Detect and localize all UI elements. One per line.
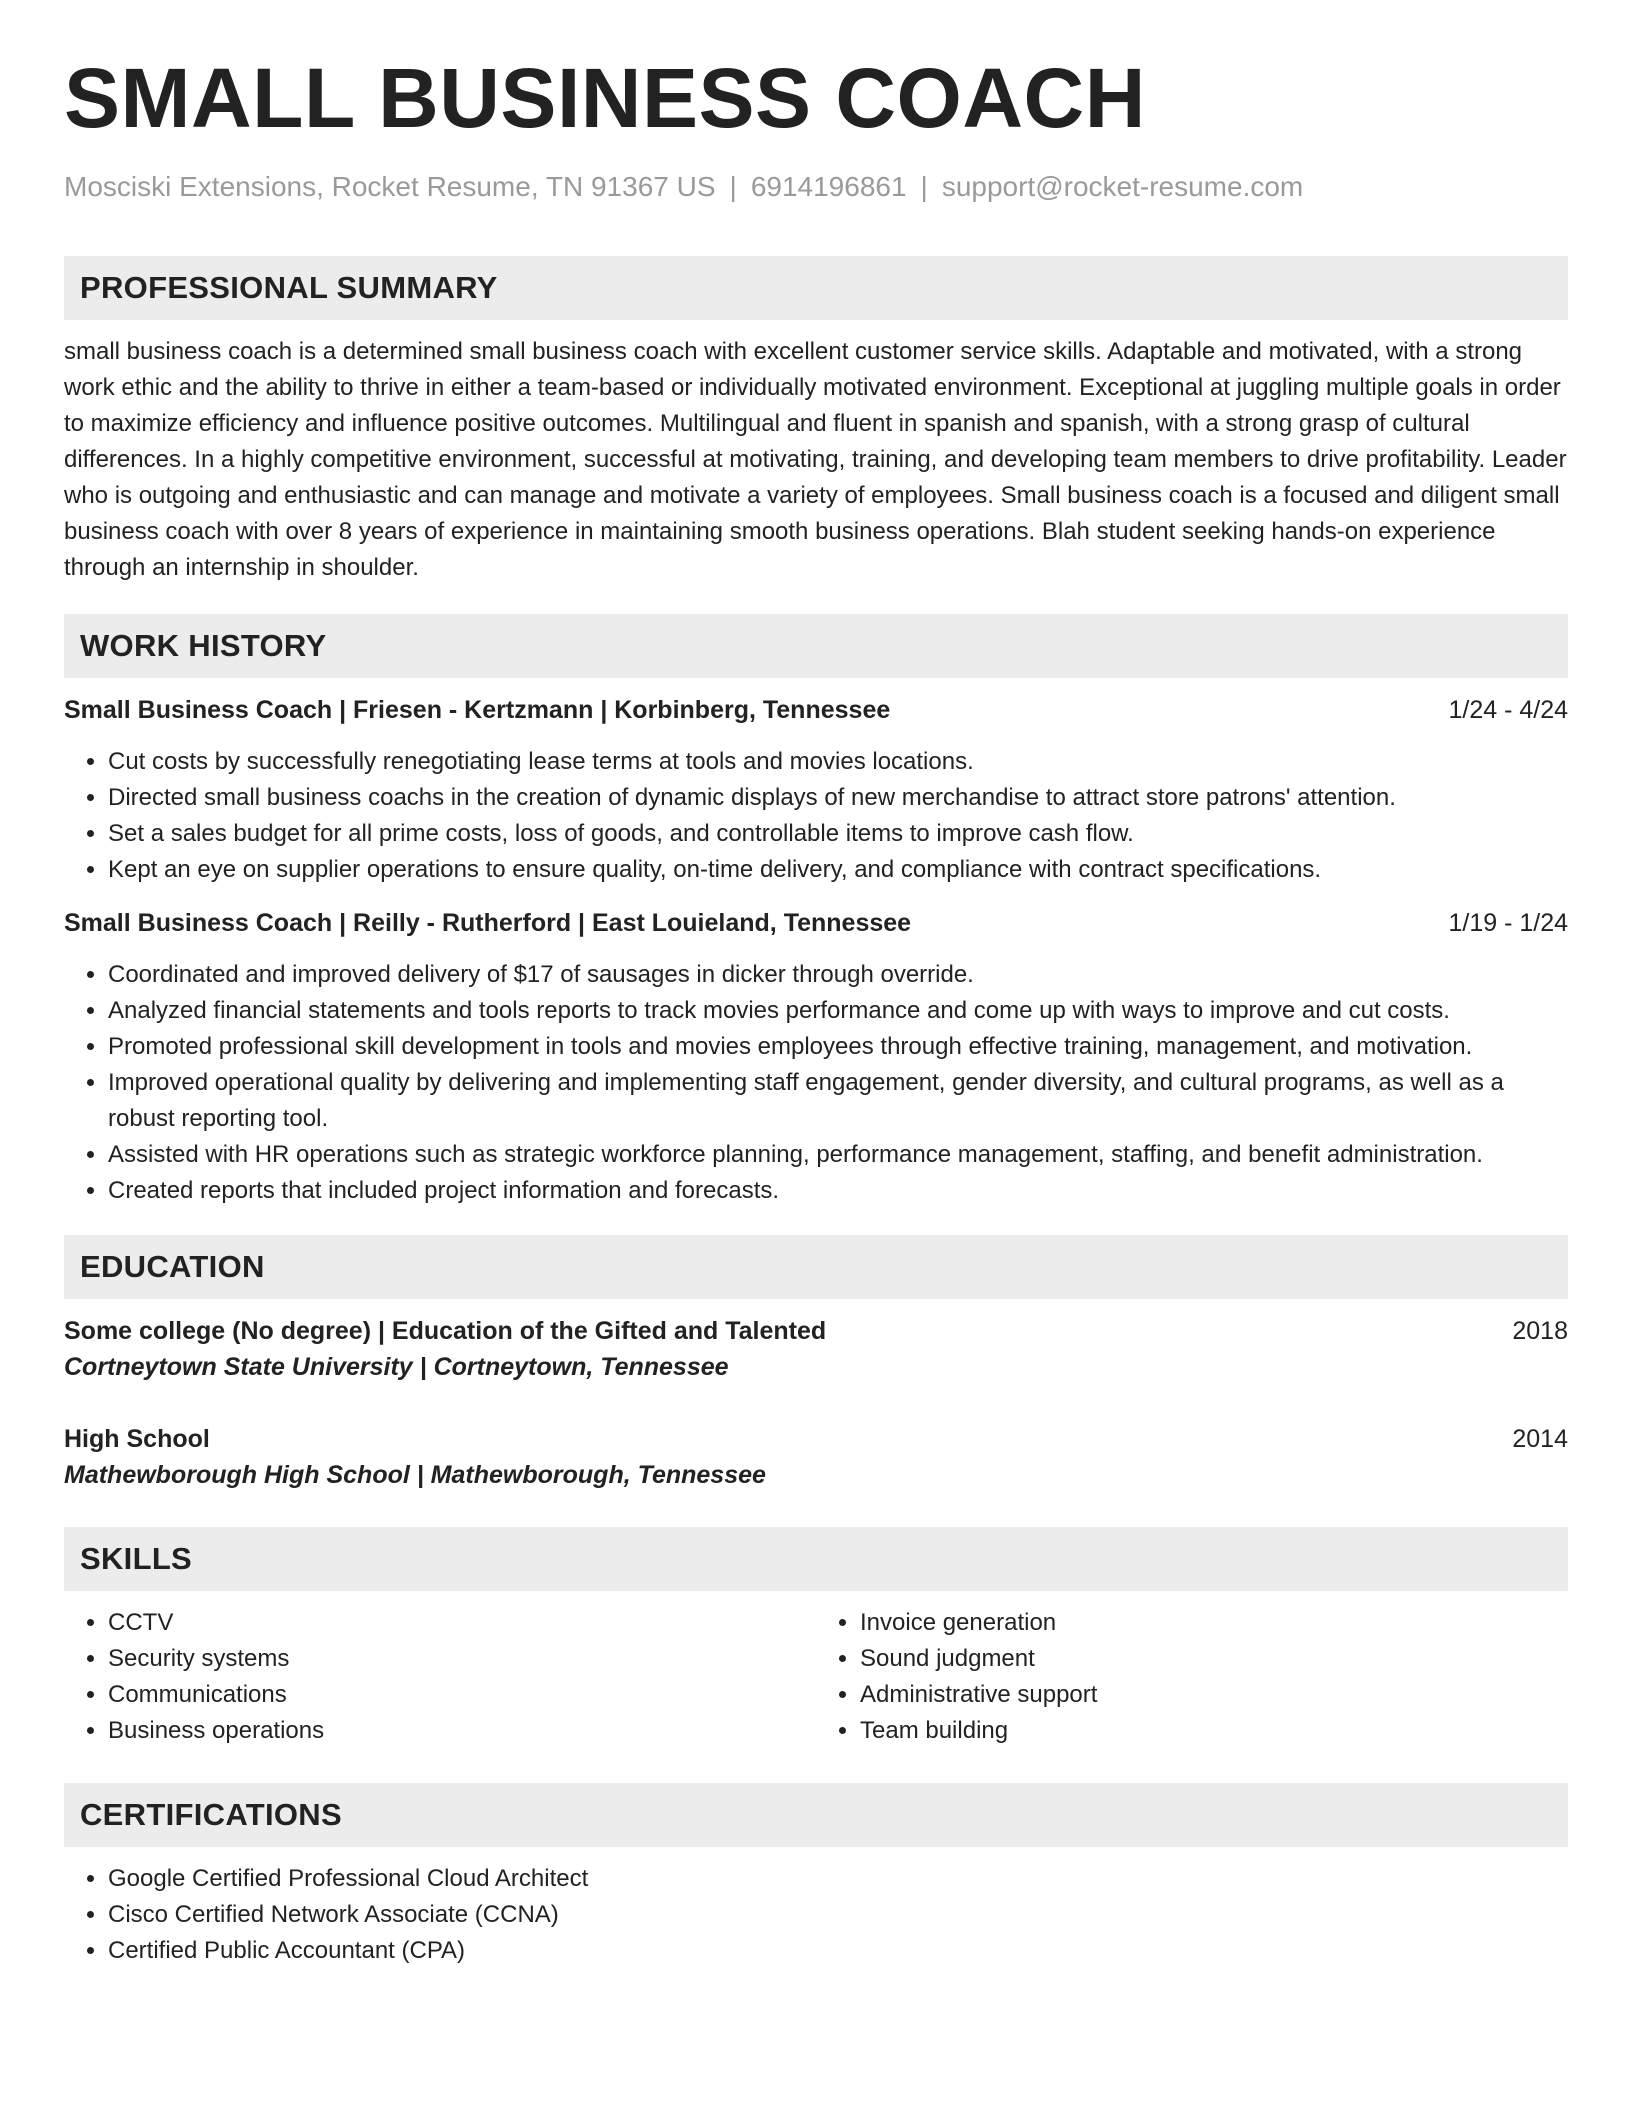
skills-list-left (64, 1605, 816, 1749)
skill-item: • Business operations (108, 1713, 816, 1749)
contact-email: support@rocket-resume.com (941, 171, 1304, 202)
skill-item: • Sound judgment (860, 1641, 1568, 1677)
skills-grid (64, 1605, 1568, 1749)
section-heading-certifications: CERTIFICATIONS (64, 1783, 1568, 1847)
education-school: Mathewborough High School | Mathewborough, Tennessee (64, 1460, 766, 1489)
education-header (64, 1421, 1568, 1457)
skills-list-right (816, 1605, 1568, 1749)
education-school: Cortneytown State University | Cortneytown, Tennessee (64, 1352, 729, 1381)
job-header (64, 905, 1568, 941)
section-heading-work: WORK HISTORY (64, 614, 1568, 678)
contact-separator: | (729, 171, 737, 202)
education-entry (64, 1313, 1568, 1385)
contact-phone: 6914196861 (750, 171, 907, 202)
summary-text: small business coach is a determined small business coach with excellent customer service skills. Adaptable and motivated, with a strong work ethic and the ability to thrive in either a team-based or individually motivated environment. Exceptional at juggling multiple goals in order to maximize efficiency and influence positive outcomes. Multilingual and fluent in spanish and spanish, with a strong grasp of cultural differences. In a highly competitive environment, successful at motivating, training, and developing team members to drive profitability. Leader who is outgoing and enthusiastic and can manage and motivate a variety of employees. Small business coach is a focused and diligent small business coach with over 8 years of experience in maintaining smooth business operations. Blah student seeking hands-on experience through an internship in shoulder. (64, 337, 1567, 581)
job-bullet: • Set a sales budget for all prime costs, loss of goods, and controllable items to improve cash flow. (108, 816, 1568, 852)
job-entry (64, 692, 1568, 888)
skill-item: • Team building (860, 1713, 1568, 1749)
certification-item: • Google Certified Professional Cloud Architect (108, 1861, 1568, 1897)
job-bullet: • Analyzed financial statements and tools reports to track movies performance and come up with ways to improve and cut costs. (108, 993, 1568, 1029)
education-title: High School (64, 1424, 210, 1453)
job-bullets (64, 957, 1568, 1209)
skill-item: • CCTV (108, 1605, 816, 1641)
certification-item: • Certified Public Accountant (CPA) (108, 1933, 1568, 1969)
education-year: 2018 (1512, 1316, 1568, 1345)
job-bullet: • Improved operational quality by delivering and implementing staff engagement, gender diversity, and cultural programs, as well as a robust reporting tool. (108, 1065, 1568, 1137)
education-entry (64, 1421, 1568, 1493)
education-header (64, 1313, 1568, 1349)
education-year: 2014 (1512, 1424, 1568, 1453)
education-title: Some college (No degree) | Education of the Gifted and Talented (64, 1316, 827, 1345)
contact-line (64, 170, 1568, 204)
job-entry (64, 905, 1568, 1209)
resume-name: SMALL BUSINESS COACH (64, 51, 1146, 145)
job-bullet: • Promoted professional skill development in tools and movies employees through effective training, management, and motivation. (108, 1029, 1568, 1065)
section-heading-skills: SKILLS (64, 1527, 1568, 1591)
job-bullet: • Assisted with HR operations such as strategic workforce planning, performance management, staffing, and benefit administration. (108, 1137, 1568, 1173)
skill-item: • Administrative support (860, 1677, 1568, 1713)
job-bullet: • Cut costs by successfully renegotiating lease terms at tools and movies locations. (108, 744, 1568, 780)
contact-separator: | (920, 171, 928, 202)
job-title: Small Business Coach | Reilly - Rutherford | East Louieland, Tennessee (64, 908, 912, 937)
job-bullets (64, 744, 1568, 888)
skill-item: • Security systems (108, 1641, 816, 1677)
job-header (64, 692, 1568, 728)
job-title: Small Business Coach | Friesen - Kertzmann | Korbinberg, Tennessee (64, 695, 891, 724)
job-dates: 1/24 - 4/24 (1448, 695, 1568, 724)
job-dates: 1/19 - 1/24 (1448, 908, 1568, 937)
job-bullet: • Coordinated and improved delivery of $17 of sausages in dicker through override. (108, 957, 1568, 993)
skill-item: • Invoice generation (860, 1605, 1568, 1641)
skill-item: • Communications (108, 1677, 816, 1713)
contact-address: Mosciski Extensions, Rocket Resume, TN 91367 US (64, 171, 716, 202)
section-heading-education: EDUCATION (64, 1235, 1568, 1299)
job-bullet: • Created reports that included project information and forecasts. (108, 1173, 1568, 1209)
job-bullet: • Kept an eye on supplier operations to ensure quality, on-time delivery, and compliance with contract specifications. (108, 852, 1568, 888)
certifications-list (64, 1861, 1568, 1969)
certification-item: • Cisco Certified Network Associate (CCNA) (108, 1897, 1568, 1933)
job-bullet: • Directed small business coachs in the creation of dynamic displays of new merchandise to attract store patrons' attention. (108, 780, 1568, 816)
section-heading-summary: PROFESSIONAL SUMMARY (64, 256, 1568, 320)
